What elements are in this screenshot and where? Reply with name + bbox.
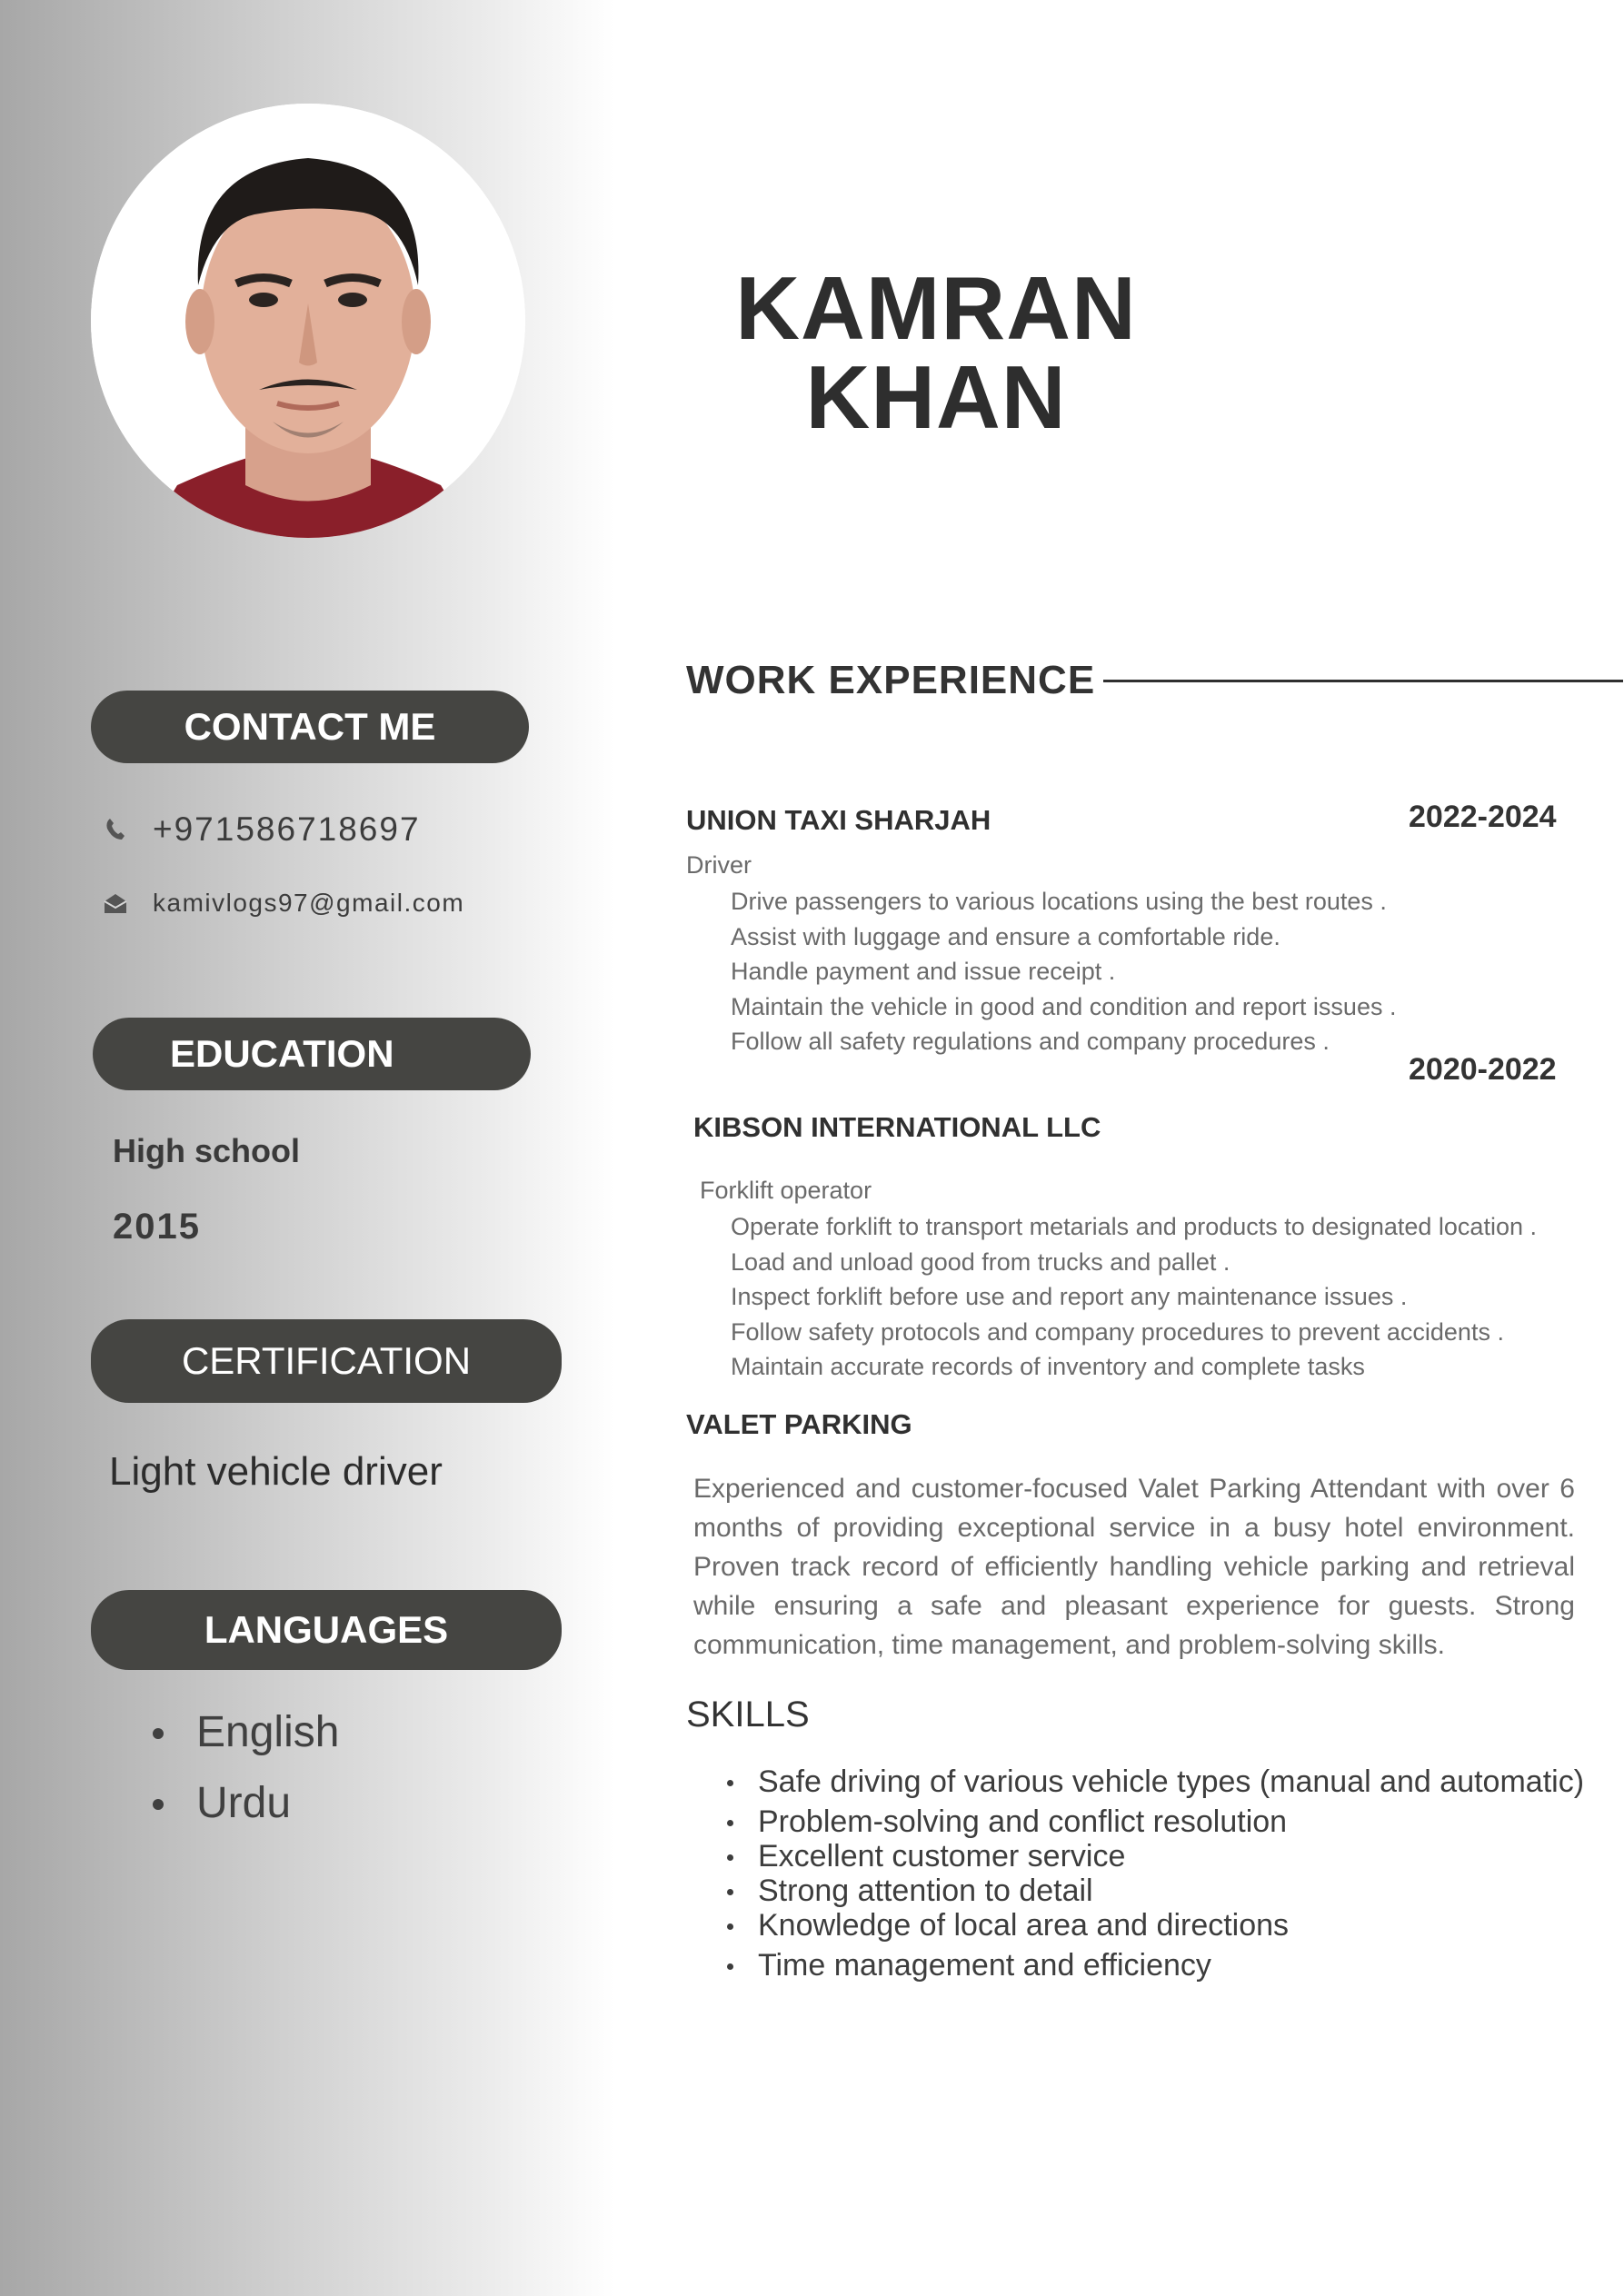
last-name: KHAN	[805, 347, 1067, 447]
duty-item: Maintain accurate records of inventory and complete tasks	[731, 1353, 1365, 1380]
duty-item: Operate forklift to transport metarials and products to designated location .	[731, 1213, 1537, 1240]
job-company: UNION TAXI SHARJAH	[686, 804, 991, 836]
duty-item: Follow all safety regulations and company procedures .	[731, 1028, 1330, 1055]
contact-heading	[91, 691, 529, 763]
job-role: Driver	[686, 851, 752, 879]
email-row	[102, 889, 464, 918]
skill-item: Problem-solving and conflict resolution	[727, 1804, 1584, 1839]
phone-number[interactable]: +971586718697	[153, 810, 421, 848]
language-item: Urdu	[153, 1768, 339, 1839]
certification-heading	[91, 1319, 562, 1403]
job-dates: 2022-2024	[1409, 800, 1557, 834]
profile-photo	[91, 104, 525, 538]
certification-heading-label: CERTIFICATION	[181, 1339, 472, 1382]
duty-item: Follow safety protocols and company procedures to prevent accidents .	[731, 1317, 1504, 1346]
first-name: KAMRAN	[735, 258, 1137, 358]
job-duties	[731, 1209, 1537, 1385]
education-year: 2015	[113, 1207, 201, 1247]
job-summary: Experienced and customer-focused Valet Parking Attendant with over 6 months of providing exceptional service in a busy hotel environment. Proven track record of efficiently handling vehicle parking and retrieval while ensuring a safe and pleasant experience for guests. Strong communication, time management, and problem-solving skills.	[693, 1474, 1575, 1660]
email-address[interactable]: kamivlogs97@gmail.com	[153, 889, 465, 917]
candidate-name	[691, 258, 1181, 447]
certification-item: Light vehicle driver	[109, 1449, 443, 1494]
job-company: VALET PARKING	[686, 1408, 912, 1440]
job-duties	[731, 884, 1396, 1059]
duty-item: Maintain the vehicle in good and condition and report issues .	[731, 992, 1397, 1020]
heading-divider	[1103, 680, 1623, 682]
education-level: High school	[113, 1132, 300, 1169]
duty-item: Inspect forklift before use and report any maintenance issues .	[731, 1283, 1408, 1310]
job-role: Forklift operator	[700, 1177, 872, 1204]
skills-list	[727, 1764, 1584, 1983]
education-heading	[93, 1018, 531, 1090]
languages-heading-label: LANGUAGES	[204, 1608, 449, 1651]
duty-item: Handle payment and issue receipt .	[731, 958, 1116, 985]
phone-icon	[102, 816, 129, 843]
work-experience-heading: WORK EXPERIENCE	[686, 658, 1096, 702]
skill-item: Safe driving of various vehicle types (manual and automatic)	[727, 1764, 1584, 1799]
languages-heading	[91, 1590, 562, 1670]
job-company: KIBSON INTERNATIONAL LLC	[693, 1111, 1101, 1143]
skill-item: Excellent customer service	[727, 1839, 1584, 1874]
job-dates: 2020-2022	[1409, 1052, 1557, 1087]
skill-item: Time management and efficiency	[727, 1948, 1584, 1983]
duty-item: Load and unload good from trucks and pallet .	[731, 1247, 1230, 1276]
skills-heading: SKILLS	[686, 1695, 810, 1734]
education-heading-label: EDUCATION	[170, 1032, 394, 1075]
envelope-icon	[102, 890, 129, 917]
duty-item: Drive passengers to various locations using the best routes .	[731, 888, 1387, 915]
duty-item: Assist with luggage and ensure a comfortable ride.	[731, 922, 1280, 950]
language-item: English	[153, 1697, 339, 1768]
phone-row	[102, 810, 421, 849]
contact-heading-label: CONTACT ME	[184, 705, 436, 748]
skill-item: Knowledge of local area and directions	[727, 1908, 1584, 1943]
skill-item: Strong attention to detail	[727, 1874, 1584, 1908]
languages-list	[153, 1697, 339, 1839]
